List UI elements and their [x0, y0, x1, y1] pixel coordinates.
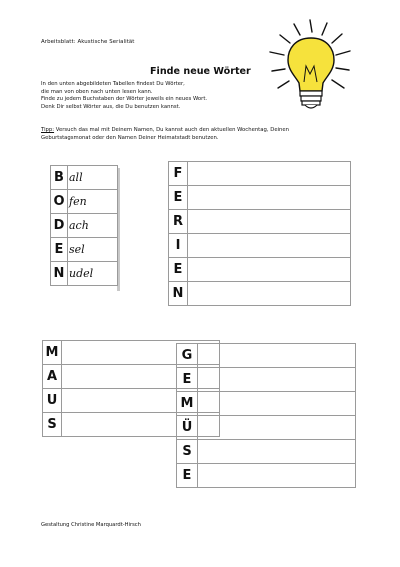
table-answer-cell[interactable]: [188, 210, 351, 234]
table-letter: M: [177, 392, 198, 416]
table-word: fen: [68, 190, 118, 214]
intro-line: Denk Dir selbst Wörter aus, die Du benutzen kannst.: [41, 104, 181, 111]
intro-text: [41, 81, 207, 112]
table-answer-cell[interactable]: [188, 186, 351, 210]
tip-label: Tipp:: [41, 127, 55, 133]
bulb-glass: [288, 38, 334, 91]
table-letter: S: [43, 413, 62, 437]
table-letter: B: [51, 166, 68, 190]
table-answer-cell[interactable]: [198, 368, 356, 392]
table-letter: R: [169, 210, 188, 234]
table-letter: E: [169, 186, 188, 210]
table-letter: N: [51, 262, 68, 286]
table-letter: A: [43, 365, 62, 389]
table-letter: Ü: [177, 416, 198, 440]
table-letter: M: [43, 341, 62, 365]
table-letter: U: [43, 389, 62, 413]
table-word: sel: [68, 238, 118, 262]
table-letter: E: [169, 258, 188, 282]
table-letter: S: [177, 440, 198, 464]
table-letter: O: [51, 190, 68, 214]
table-answer-cell[interactable]: [188, 258, 351, 282]
table-letter: G: [177, 344, 198, 368]
table-word: all: [68, 166, 118, 190]
table-letter: F: [169, 162, 188, 186]
table-word: udel: [68, 262, 118, 286]
page-title: Finde neue Wörter: [150, 66, 251, 77]
table-gemuese: [176, 343, 356, 488]
table-answer-cell[interactable]: [198, 464, 356, 488]
intro-line: die man von oben nach unten lesen kann.: [41, 88, 153, 95]
table-letter: E: [51, 238, 68, 262]
table-letter: E: [177, 368, 198, 392]
table-letter: I: [169, 234, 188, 258]
table-answer-cell[interactable]: [198, 416, 356, 440]
intro-line: In den unten abgebildeten Tabellen findest Du Wörter,: [41, 81, 185, 87]
table-letter: N: [169, 282, 188, 306]
light-bulb-icon: [264, 18, 356, 118]
table-letter: E: [177, 464, 198, 488]
table-word: ach: [68, 214, 118, 238]
table-answer-cell[interactable]: [198, 440, 356, 464]
worksheet-footer: Gestaltung Christine Marquardt-Hirsch: [41, 522, 141, 528]
table-boden: [50, 165, 118, 286]
tip-text: Versuch das mal mit Deinem Namen, Du kannst auch den aktuellen Wochentag, Deinen Geburtstagsmonat oder den Namen Deiner Heimatstadt benutzen.: [41, 127, 290, 141]
tip-paragraph: [41, 127, 321, 143]
table-letter: D: [51, 214, 68, 238]
intro-line: Finde zu jedem Buchstaben der Wörter jeweils ein neues Wort.: [41, 96, 208, 103]
table-answer-cell[interactable]: [188, 282, 351, 306]
worksheet-header: Arbeitsblatt: Akustische Serialität: [41, 39, 135, 45]
table-answer-cell[interactable]: [198, 344, 356, 368]
table-answer-cell[interactable]: [198, 392, 356, 416]
table-ferien: [168, 161, 351, 306]
table-answer-cell[interactable]: [188, 162, 351, 186]
table-answer-cell[interactable]: [188, 234, 351, 258]
